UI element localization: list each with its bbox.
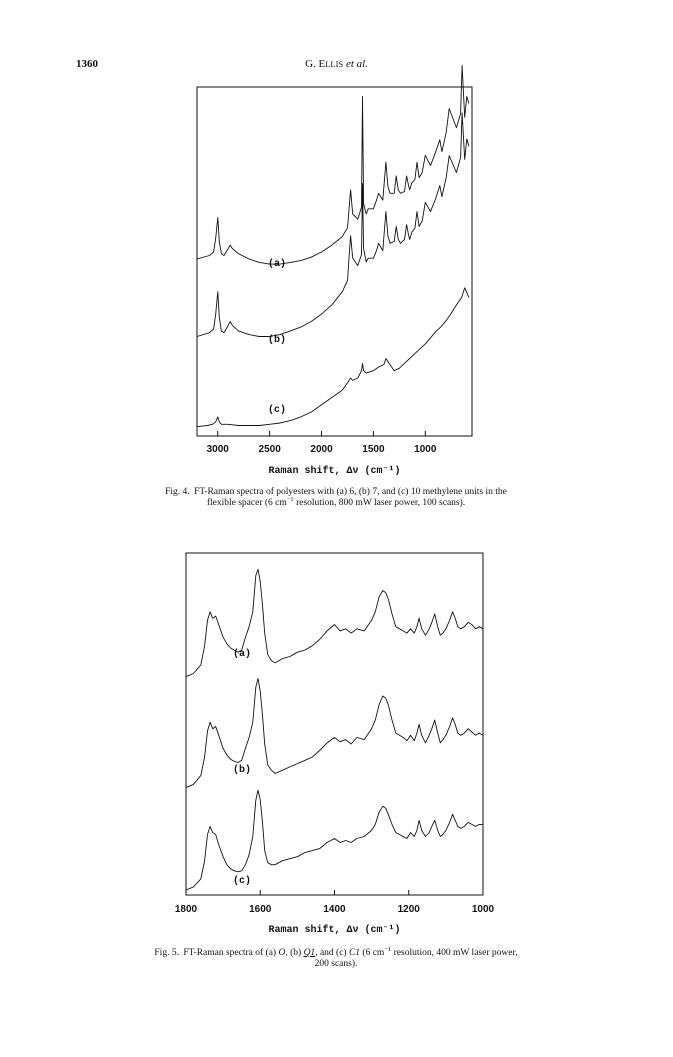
fig5-plot-frame bbox=[186, 553, 483, 895]
fig5-x-tick-label-4: 1000 bbox=[471, 904, 495, 915]
fig5-spectrum-2 bbox=[186, 790, 483, 890]
figure-4-caption-line1: FT-Raman spectra of polyesters with (a) 6, (b) 7, and (c) 10 methylene units in the bbox=[194, 487, 507, 497]
fig5-spectrum-1 bbox=[186, 679, 483, 788]
figure-4-caption-line2-post: resolution, 800 mW laser power, 100 scans). bbox=[293, 498, 466, 508]
fig4-x-tick-label-4: 1000 bbox=[414, 444, 437, 455]
fig5-series-label-2: (c) bbox=[233, 876, 252, 887]
fig4-series-label-0: (a) bbox=[268, 259, 287, 270]
figure-5-caption-q1: Q1 bbox=[303, 948, 316, 958]
fig5-spectrum-0 bbox=[186, 569, 483, 676]
fig4-spectrum-2 bbox=[197, 288, 469, 427]
fig4-series-label-2: (c) bbox=[268, 405, 287, 416]
running-head-prefix: G. E bbox=[305, 58, 326, 70]
fig4-plot-frame bbox=[197, 87, 472, 436]
figure-5-caption-line2: 200 scans). bbox=[314, 959, 358, 969]
figure-5-caption-sup: −1 bbox=[384, 945, 392, 953]
page-number: 1360 bbox=[76, 58, 98, 70]
figure-5-caption-a: FT-Raman spectra of (a) bbox=[183, 948, 279, 958]
fig5-x-tick-label-1: 1600 bbox=[249, 904, 272, 915]
figure-5-caption-e: resolution, 400 mW laser power, bbox=[391, 948, 518, 958]
running-head-etal: et al. bbox=[345, 58, 368, 70]
figure-5-caption-c1: C1 bbox=[348, 948, 361, 958]
fig5-x-tick-label-3: 1200 bbox=[397, 904, 420, 915]
fig5-x-tick-label-0: 1800 bbox=[174, 904, 198, 915]
fig5-series-label-0: (a) bbox=[233, 649, 252, 660]
figure-5 bbox=[175, 553, 495, 936]
fig4-x-tick-label-0: 3000 bbox=[206, 444, 229, 455]
fig5-series-label-1: (b) bbox=[233, 765, 252, 776]
figure-5-caption bbox=[86, 945, 586, 970]
running-head-smallcaps: LLIS bbox=[325, 59, 344, 69]
fig4-x-tick-label-1: 2500 bbox=[258, 444, 281, 455]
figure-5-caption-b: , (b) bbox=[285, 948, 304, 958]
figure-4-caption-sup: −1 bbox=[286, 495, 294, 503]
figure-5-caption-c: , and (c) bbox=[315, 948, 349, 958]
fig5-x-tick-label-2: 1400 bbox=[323, 904, 346, 915]
figure-4-caption bbox=[86, 487, 586, 509]
figure-5-caption-o: O bbox=[278, 948, 286, 958]
figure-5-caption-label: Fig. 5. bbox=[154, 948, 179, 958]
fig4-spectrum-1 bbox=[197, 113, 469, 337]
figure-4 bbox=[197, 66, 472, 478]
fig5-x-axis-label: Raman shift, Δν (cm⁻¹) bbox=[268, 925, 401, 936]
fig4-series-label-1: (b) bbox=[268, 335, 287, 346]
fig4-x-tick-label-3: 1500 bbox=[362, 444, 385, 455]
fig4-x-tick-label-2: 2000 bbox=[310, 444, 333, 455]
figure-5-caption-d: (6 cm bbox=[360, 948, 385, 958]
fig4-spectrum-0 bbox=[197, 66, 469, 265]
fig4-x-axis-label: Raman shift, Δν (cm⁻¹) bbox=[268, 466, 401, 477]
figure-4-caption-label: Fig. 4. bbox=[165, 487, 190, 497]
figure-4-caption-line2-pre: flexible spacer (6 cm bbox=[206, 498, 287, 508]
